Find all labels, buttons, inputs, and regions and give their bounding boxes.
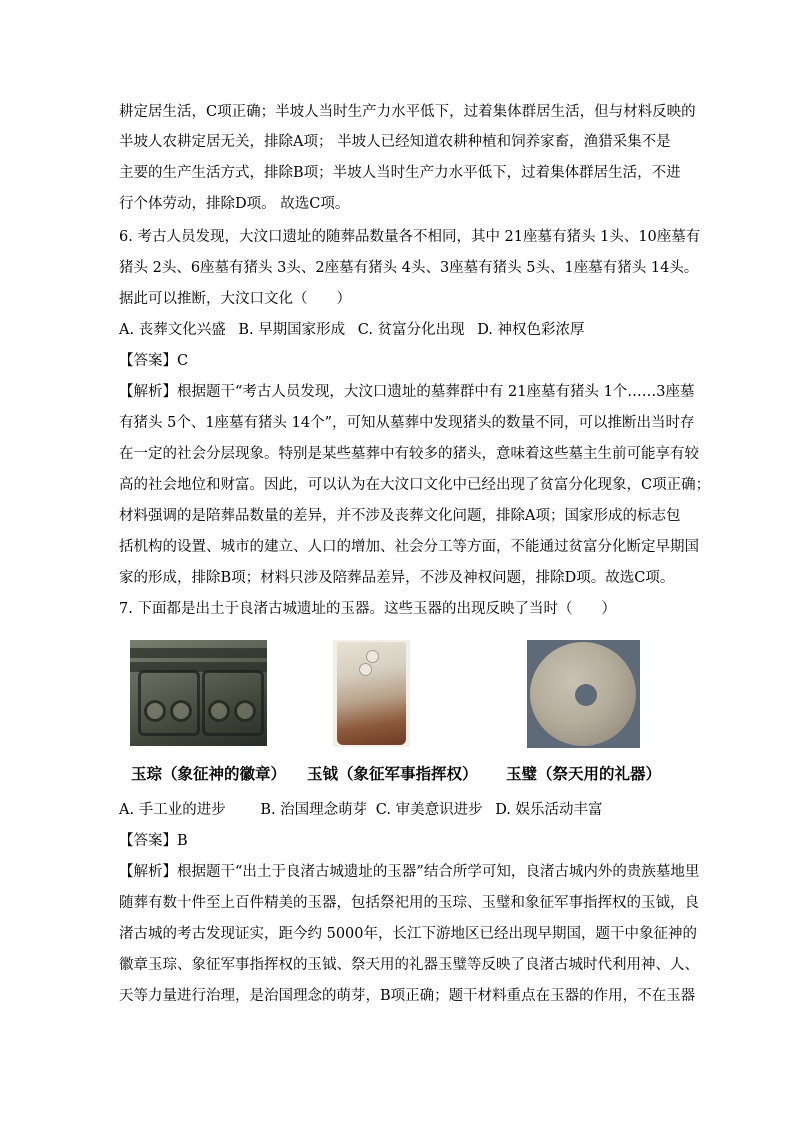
caption-yue: 玉钺（象征军事指挥权） [307, 765, 478, 783]
q6-option-c: C. 贫富分化出现 [357, 322, 465, 338]
q7-options [119, 795, 679, 826]
q6-analysis-line-6: 括机构的设置、城市的建立、人口的增加、社会分工等方面，不能通过贫富分化断定早期国 [119, 539, 699, 555]
jade-yue-image [333, 640, 410, 747]
q7-option-d: D. 娱乐活动丰富 [495, 802, 603, 818]
q6-stem-line-1: 6. 考古人员发现，大汶口遗址的随葬品数量各不相同，其中 21座墓有猪头 1头、10座墓有 [119, 229, 701, 245]
prev-analysis-line-2: 半坡人农耕定居无关，排除A项； 半坡人已经知道农耕种植和饲养家畜，渔猎采集不是 [119, 134, 671, 150]
q7-analysis-line-5: 天等力量进行治理，是治国理念的萌芽，B项正确；题干材料重点在玉器的作用，不在玉器 [119, 988, 696, 1004]
q6-analysis-line-4: 高的社会地位和财富。因此，可以认为在大汶口文化中已经出现了贫富分化现象，C项正确； [119, 477, 711, 493]
q7-option-c: C. 审美意识进步 [375, 802, 483, 818]
caption-bi: 玉璧（祭天用的礼器） [506, 765, 662, 783]
q6-option-a: A. 丧葬文化兴盛 [119, 322, 226, 338]
q7-answer: 【答案】B [119, 833, 188, 849]
q7-stem: 7. 下面都是出土于良渚古城遗址的玉器。这些玉器的出现反映了当时（ ） [119, 601, 616, 617]
q7-analysis-line-4: 徽章玉琮、象征军事指挥权的玉钺、祭天用的礼器玉璧等反映了良渚古城时代利用神、人、 [119, 957, 699, 973]
q6-answer: 【答案】C [119, 353, 189, 369]
q6-analysis-line-5: 材料强调的是陪葬品数量的差异，并不涉及丧葬文化问题，排除A项；国家形成的标志包 [119, 508, 681, 524]
q7-analysis-line-2: 随葬有数十件至上百件精美的玉器，包括祭祀用的玉琮、玉璧和象征军事指挥权的玉钺，良 [119, 895, 699, 911]
caption-cong: 玉琮（象征神的徽章） [131, 765, 287, 783]
jade-cong-image [130, 640, 267, 746]
q6-analysis-line-3: 在一定的社会分层现象。特别是某些墓葬中有较多的猪头，意味着这些墓主生前可能享有较 [119, 446, 699, 462]
q6-options [119, 315, 679, 346]
prev-analysis-line-1: 耕定居生活，C项正确；半坡人当时生产力水平低下，过着集体群居生活，但与材料反映的 [119, 104, 696, 120]
q6-analysis-line-1: 【解析】根据题干“考古人员发现，大汶口遗址的墓葬群中有 21座墓有猪头 1个……3座墓 [119, 384, 695, 400]
prev-analysis-line-4: 行个体劳动，排除D项。 故选C项。 [119, 196, 350, 212]
q6-option-d: D. 神权色彩浓厚 [477, 322, 585, 338]
q7-option-b: B. 治国理念萌芽 [260, 802, 368, 818]
q6-option-b: B. 早期国家形成 [238, 322, 346, 338]
jade-bi-image [527, 640, 640, 748]
q7-analysis-line-3: 渚古城的考古发现证实，距今约 5000年，长江下游地区已经出现早期国，题干中象征神的 [119, 926, 698, 942]
q7-option-a: A. 手工业的进步 [119, 802, 226, 818]
q6-stem-line-3: 据此可以推断，大汶口文化（ ） [119, 291, 351, 307]
q7-analysis-line-1: 【解析】根据题干“出土于良渚古城遗址的玉器”结合所学可知，良渚古城内外的贵族墓地里 [119, 864, 700, 880]
q6-stem-line-2: 猪头 2头、6座墓有猪头 3头、2座墓有猪头 4头、3座墓有猪头 5头、1座墓有猪头 14头。 [119, 260, 699, 276]
q6-analysis-line-7: 家的形成，排除B项；材料只涉及陪葬品差异，不涉及神权问题，排除D项。故选C项。 [119, 570, 675, 586]
q6-analysis-line-2: 有猪头 5个、1座墓有猪头 14个”，可知从墓葬中发现猪头的数量不同，可以推断出当时存 [119, 415, 695, 431]
prev-analysis-line-3: 主要的生产生活方式，排除B项；半坡人当时生产力水平低下，过着集体群居生活，不进 [119, 165, 681, 181]
